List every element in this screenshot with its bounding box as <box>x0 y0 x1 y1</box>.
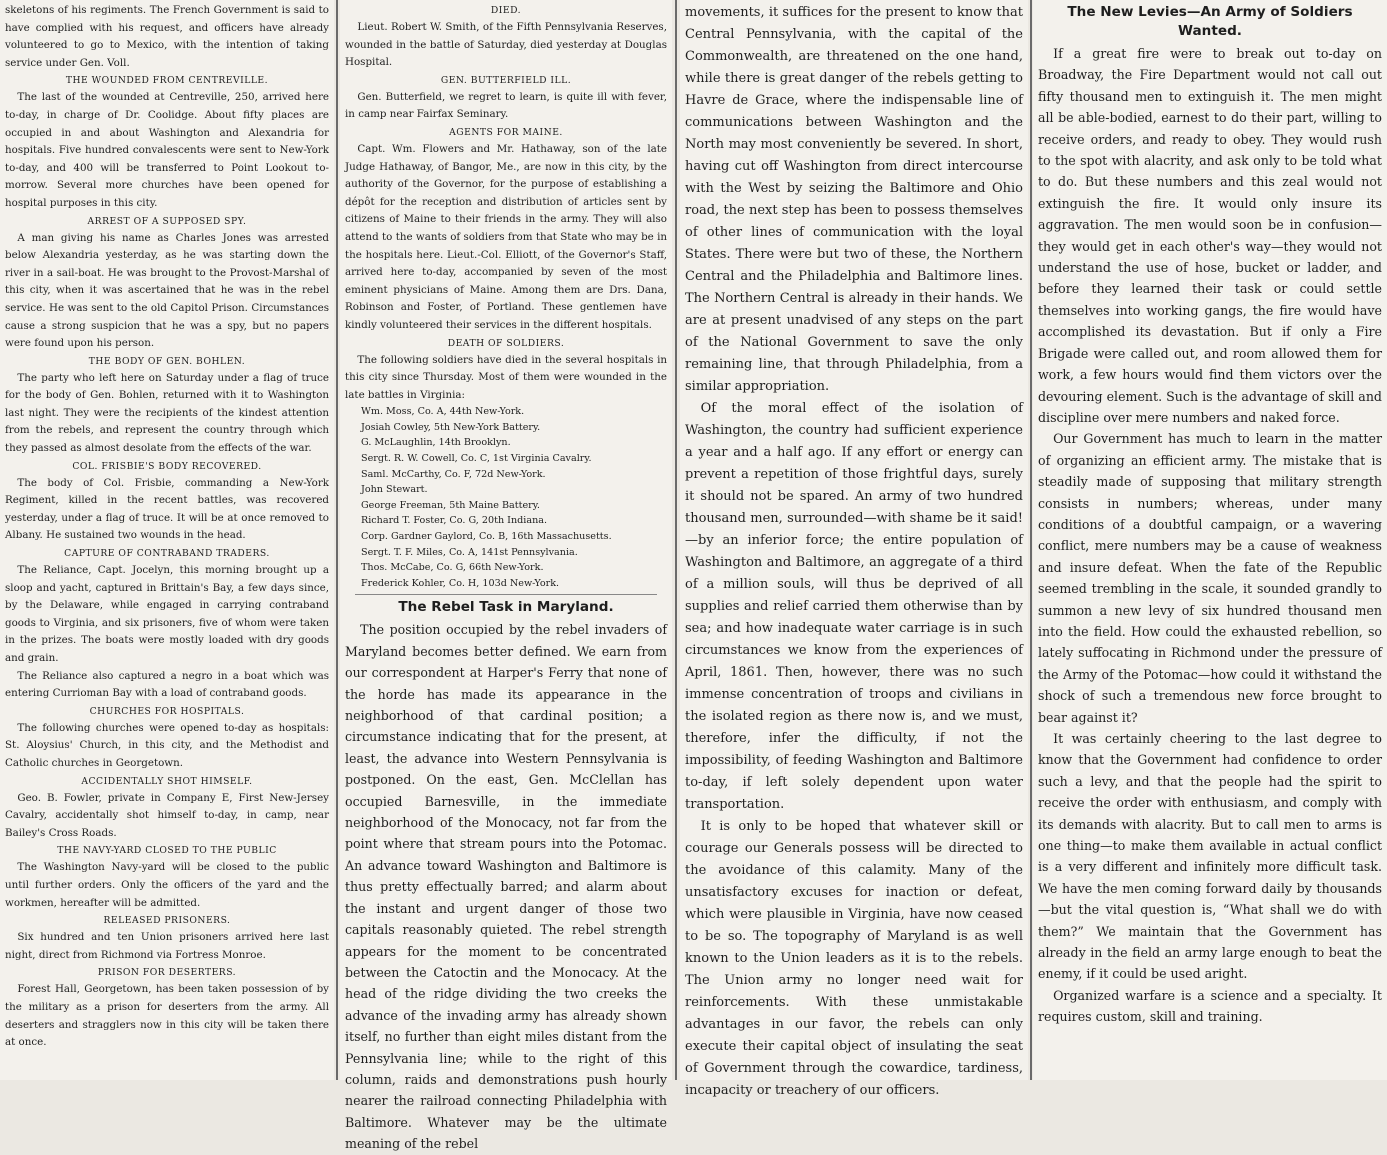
maine-text: Capt. Wm. Flowers and Mr. Hathaway, son of the late Judge Hathaway, of Bangor, Me., are now in this city, by the authority of the Governor, for the purpose of establishing a dépôt for the reception and distribution of articles sent by citizens of Maine to their friends in the army. They will also attend to the wants of soldiers from that State who may be in the hospitals here. Lieut.-Col. Elliott, of the Governor's Staff, arrived here to-day, accompanied by seven of the most eminent physicians of Maine. Among them are Drs. Dana, Robinson and Foster, of Portland. These gentlemen have kindly volunteered their services in the different hospitals. <box>345 142 667 331</box>
col4-paragraph-1: If a great fire were to break out to-day on Broadway, the Fire Department would not call out fifty thousand men to extinguish it. The men might all be able-bodied, earnest to do their part, willing to receive orders, and ready to obey. They would rush to the spot with alacrity, and ask only to be told what to do. But these numbers and this zeal would not extinguish the fire. It would only insure its aggravation. The men would soon be in confusion—they would get in each other's way—they would not understand the use of hose, bucket or ladder, and before they learned their task or could settle themselves into working gangs, the fire would have accomplished its devastation. But if only a Fire Brigade were called out, and room allowed them for work, a few hours would find them victors over the devouring element. Such is the advantage of skill and discipline over mere numbers and naked force. <box>1038 46 1382 425</box>
deserters-text: Forest Hall, Georgetown, has been taken possession of by the military as a prison for deserters from the army. All deserters and stragglers now in this city will be taken there at once. <box>5 983 329 1049</box>
spy-heading: ARREST OF A SUPPOSED SPY. <box>87 215 247 227</box>
maine-heading: AGENTS FOR MAINE. <box>449 126 563 138</box>
column-4 <box>1033 0 1387 1080</box>
new-levies-heading: The New Levies—An Army of Soldiers Wanted. <box>1067 4 1353 39</box>
list-item: Sergt. T. F. Miles, Co. A, 141st Pennsylvania. <box>361 546 578 558</box>
list-item: Corp. Gardner Gaylord, Co. B, 16th Massachusetts. <box>361 531 612 543</box>
divider <box>355 594 657 595</box>
list-item: Thos. McCabe, Co. G, 66th New-York. <box>361 562 544 574</box>
frisbie-text: The body of Col. Frisbie, commanding a New-York Regiment, killed in the recent battles, was recovered yesterday, under a flag of truce. It will be at once removed to Albany. He sustained two wounds in the head. <box>5 476 329 542</box>
col4-paragraph-2: Our Government has much to learn in the matter of organizing an efficient army. The mistake that is steadily made of supposing that military strength consists in numbers; whereas, under many conditions of a doubtful campaign, or a wavering conflict, mere numbers may be a cause of weakness and insure defeat. When the fate of the Republic seemed trembling in the scale, it sounded grandly to summon a new levy of six hundred thousand men into the field. How could the exhausted rebellion, so lately suffocating in Richmond under the pressure of the Army of the Potomac—how could it withstand the shock of such a tremendous new force brought to bear against it? <box>1038 431 1382 725</box>
contraband-heading: CAPTURE OF CONTRABAND TRADERS. <box>64 548 270 560</box>
deserters-heading: PRISON FOR DESERTERS. <box>97 967 237 979</box>
contraband-text-2: The Reliance also captured a negro in a boat which was entering Currioman Bay with a load of contraband goods. <box>5 669 329 700</box>
navy-yard-text: The Washington Navy-yard will be closed to the public until further orders. Only the officers of the yard and the workmen, hereafter will be admitted. <box>5 861 329 909</box>
column-2 <box>340 0 672 1152</box>
col4-paragraph-4: Organized warfare is a science and a specialty. It requires custom, skill and training. <box>1038 987 1382 1025</box>
list-item: Saml. McCarthy, Co. F, 72d New-York. <box>361 468 546 480</box>
col3-paragraph-3: It is only to be hoped that whatever skill or courage our Generals possess will be directed to the avoidance of this calamity. Many of the unsatisfactory excuses for inaction or defeat, which were plausible in Virginia, have now ceased to be so. The topography of Maryland is as well known to the Union leaders as it is to the rebels. The Union army no longer need wait for reinforcements. With these unmistakable advantages in our favor, the rebels can only execute their capital object of insulating the seat of Government through the cowardice, tardiness, incapacity or treachery of our officers. <box>685 819 1023 1098</box>
column-rule <box>675 0 677 1080</box>
died-heading: DIED. <box>490 5 522 16</box>
col4-paragraph-3: It was certainly cheering to the last degree to know that the Government had confidence to order such a levy, and that the people had the spirit to receive the order with enthusiasm, and comply with its demands with alacrity. But to call men to arms is one thing—to make them available in actual conflict is a very different and infinitely more difficult task. We have the men coming forward daily by thousands—but the vital question is, “What shall we do with them?” We maintain that the Government has already in the field an army large enough to beat the enemy, if it could be used aright. <box>1038 731 1382 982</box>
column-3 <box>680 0 1028 1098</box>
churches-text: The following churches were opened to-day as hospitals: St. Aloysius' Church, in this city, and the Methodist and Catholic churches in Georgetown. <box>5 721 329 769</box>
bohlen-text: The party who left here on Saturday under a flag of truce for the body of Gen. Bohlen, returned with it to Washington last night. They were the recipients of the kindest attention from the rebels, and represent the country through which they passed as almost desolate from the effects of the war. <box>5 371 329 455</box>
rebel-task-text: The position occupied by the rebel invaders of Maryland becomes better defined. We earn from our correspondent at Harper's Ferry that none of the horde has made its appearance in the neighborhood of that cardinal position; a circumstance indicating that for the present, at least, the advance into Western Pennsylvania is postponed. On the east, Gen. McClellan has occupied Barnesville, in the immediate neighborhood of the Monocacy, not far from the point where that stream pours into the Potomac. An advance toward Washington and Baltimore is thus pretty effectually barred; and alarm about the instant and urgent danger of those two capitals reasonably quieted. The rebel strength appears for the moment to be concentrated between the Catoctin and the Monocacy. At the head of the ridge dividing the two creeks the advance of the invading army has already shown itself, no further than eight miles distant from the Pennsylvania line; while to the right of this column, raids and demonstrations push hourly nearer the railroad connecting Philadelphia with Baltimore. Whatever may be the ultimate meaning of the rebel <box>345 622 667 1152</box>
soldier-list <box>345 404 667 591</box>
list-item: G. McLaughlin, 14th Brooklyn. <box>361 437 511 449</box>
column-1 <box>0 0 334 1080</box>
shot-heading: ACCIDENTALLY SHOT HIMSELF. <box>81 775 253 787</box>
list-item: Wm. Moss, Co. A, 44th New-York. <box>361 406 525 418</box>
list-item: Frederick Kohler, Co. H, 103d New-York. <box>361 577 560 589</box>
death-heading: DEATH OF SOLDIERS. <box>447 337 565 349</box>
shot-text: Geo. B. Fowler, private in Company E, First New-Jersey Cavalry, accidentally shot himself to-day, in camp, near Bailey's Cross Roads. <box>5 791 329 839</box>
navy-yard-heading: THE NAVY-YARD CLOSED TO THE PUBLIC <box>57 845 277 857</box>
col3-paragraph-2: Of the moral effect of the isolation of Washington, the country had sufficient experience a year and a half ago. If any effort or energy can prevent a repetition of those frightful days, surely it should not be spared. An army of two hundred thousand men, surrounded—with shame be it said!—by an inferior force; the entire population of Washington and Baltimore, an aggregate of a third of a million souls, will thus be deprived of all supplies and relief carried them otherwise than by sea; and how inadequate water carriage is in such circumstances we know from the experiences of April, 1861. Then, however, there was no such immense concentration of troops and civilians in the isolated region as there now is, and we must, therefore, infer the difficulty, if not the impossibility, of feeding Washington and Baltimore to-day, if left solely dependent upon water transportation. <box>685 401 1023 812</box>
frisbie-heading: COL. FRISBIE'S BODY RECOVERED. <box>72 460 262 472</box>
column-rule <box>1030 0 1032 1080</box>
wounded-text: The last of the wounded at Centreville, 250, arrived here to-day, in charge of Dr. Coolidge. About fifty places are occupied in and about Washington and Alexandria for hospitals. Five hundred convalescents were sent to New-York to-day, and 400 will be transferred to Point Lookout to-morrow. Several more churches have been opened for hospital purposes in this city. <box>5 91 329 209</box>
butterfield-text: Gen. Butterfield, we regret to learn, is quite ill with fever, in camp near Fairfax Seminary. <box>345 90 667 121</box>
death-text: The following soldiers have died in the several hospitals in this city since Thursday. Most of them were wounded in the late battles in Virginia: <box>345 353 667 401</box>
rebel-task-heading: The Rebel Task in Maryland. <box>398 599 614 616</box>
list-item: Sergt. R. W. Cowell, Co. C, 1st Virginia Cavalry. <box>361 453 592 465</box>
released-heading: RELEASED PRISONERS. <box>103 915 231 927</box>
contraband-text-1: The Reliance, Capt. Jocelyn, this morning brought up a sloop and yacht, captured in Brittain's Bay, a few days since, by the Delaware, while engaged in carrying contraband goods to Virginia, and six prisoners, five of whom were taken in the prizes. The boats were mostly loaded with dry goods and grain. <box>5 564 329 664</box>
list-item: George Freeman, 5th Maine Battery. <box>361 499 540 511</box>
wounded-heading: THE WOUNDED FROM CENTREVILLE. <box>65 75 269 87</box>
list-item: Richard T. Foster, Co. G, 20th Indiana. <box>361 515 548 527</box>
col3-paragraph-1: movements, it suffices for the present to know that Central Pennsylvania, with the capital of the Commonwealth, are threatened on the one hand, while there is great danger of the rebels getting to Havre de Grace, where the indispensable line of communications between Washington and the North may most conveniently be severed. In short, having cut off Washington from direct intercourse with the West by seizing the Baltimore and Ohio road, the next step has been to possess themselves of other lines of communication with the loyal States. There were but two of these, the Northern Central and the Philadelphia and Baltimore lines. The Northern Central is already in their hands. We are at present unadvised of any steps on the part of the National Government to save the only remaining line, that through Philadelphia, from a similar appropriation. <box>685 5 1023 394</box>
butterfield-heading: GEN. BUTTERFIELD ILL. <box>440 74 572 86</box>
column-rule <box>336 0 338 1080</box>
list-item: John Stewart. <box>361 484 428 496</box>
died-text: Lieut. Robert W. Smith, of the Fifth Pennsylvania Reserves, wounded in the battle of Saturday, died yesterday at Douglas Hospital. <box>345 21 667 69</box>
churches-heading: CHURCHES FOR HOSPITALS. <box>89 705 245 717</box>
col1-intro: skeletons of his regiments. The French Government is said to have complied with his request, and officers have already volunteered to go to Mexico, with the intention of taking service under Gen. Voll. <box>5 4 329 69</box>
spy-text: A man giving his name as Charles Jones was arrested below Alexandria yesterday, as he was starting down the river in a sail-boat. He was brought to the Provost-Marshal of this city, when it was ascertained that he was in the rebel service. He was sent to the old Capitol Prison. Circumstances cause a strong suspicion that he was a spy, but no papers were found upon his person. <box>5 231 329 350</box>
bohlen-heading: THE BODY OF GEN. BOHLEN. <box>88 355 246 367</box>
released-text: Six hundred and ten Union prisoners arrived here last night, direct from Richmond via Fortress Monroe. <box>5 931 329 961</box>
list-item: Josiah Cowley, 5th New-York Battery. <box>361 421 541 433</box>
